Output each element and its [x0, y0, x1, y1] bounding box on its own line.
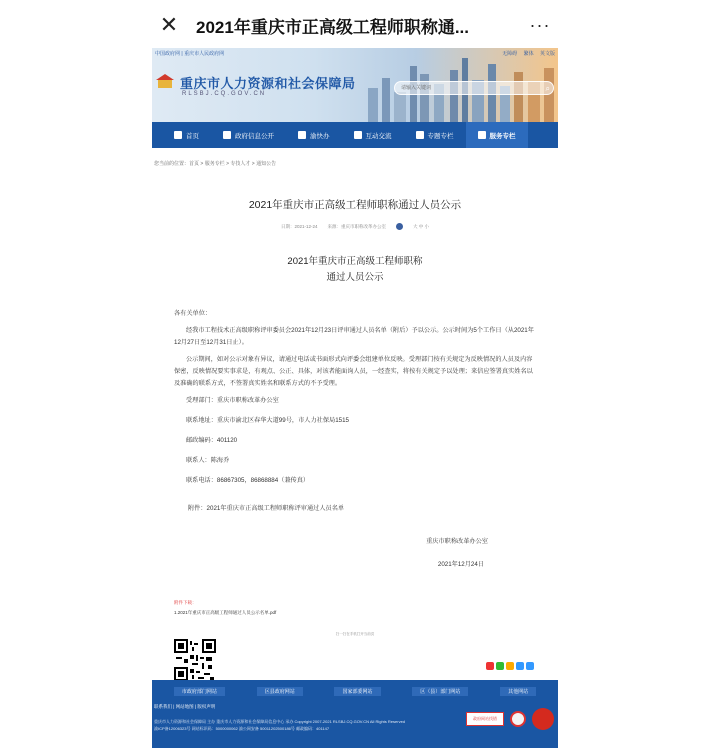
salutation: 各有关单位：: [174, 310, 212, 317]
gov-links[interactable]: 中国政府网 | 重庆市人民政府网: [155, 51, 225, 57]
footer-badges: [466, 708, 554, 730]
downloads: [174, 600, 536, 616]
document-icon: [223, 131, 231, 139]
downloads-label: 附件下载：: [174, 600, 197, 605]
copyright: [152, 710, 452, 732]
police-badge-icon[interactable]: [510, 711, 526, 727]
nav-label: 渝快办: [310, 132, 330, 140]
article-title: 2021年重庆市正高级工程师职称通过人员公示: [248, 199, 462, 211]
contact-address: 联系地址：重庆市渝北区春华大道99号，市人力社保局1515: [186, 417, 349, 424]
article-date: 日期：2021-12-24: [280, 223, 318, 229]
layers-icon: [416, 131, 424, 139]
site-header: [152, 48, 558, 122]
search-placeholder: 请输入关键词: [401, 85, 432, 91]
nav-label: 专题专栏: [427, 132, 454, 140]
contact-person: 联系人：陈海乔: [186, 457, 230, 464]
service-icon: [298, 131, 306, 139]
download-link[interactable]: 1.2021年重庆市正高级工程师通过人员公示名单.pdf: [174, 610, 277, 615]
select-district-dept-sites[interactable]: 区（县）部门网站: [412, 687, 468, 696]
accessibility-link[interactable]: 无障碍: [502, 51, 518, 57]
site-footer: [152, 680, 558, 748]
related-sites: [152, 680, 558, 696]
nav-item-topics[interactable]: [404, 122, 466, 148]
qr-code-icon: [174, 639, 216, 681]
weibo-icon[interactable]: [486, 662, 494, 670]
font-size-switch[interactable]: 大 中 小: [413, 223, 430, 229]
nav-item-services[interactable]: [466, 122, 528, 148]
sign-date: 2021年12月24日: [437, 561, 484, 568]
qzone-icon[interactable]: [506, 662, 514, 670]
share-bar: [486, 662, 534, 670]
error-report-badge[interactable]: 政府网站找错: [466, 712, 504, 726]
contact-phone: 联系电话：86867305，86868884（兼传真）: [186, 477, 310, 484]
article-body: [174, 308, 536, 487]
print-icon[interactable]: [526, 662, 534, 670]
english-link[interactable]: 英文版: [539, 51, 555, 57]
site-name[interactable]: 重庆市人力资源和社会保障局: [180, 76, 356, 91]
select-ministry-sites[interactable]: 国家部委网站: [334, 687, 380, 696]
attachment-note: 附件：2021年重庆市正高级工程师职称评审通过人员名单: [188, 505, 345, 512]
wechat-icon[interactable]: [496, 662, 504, 670]
heading-line-2: 通过人员公示: [326, 272, 384, 283]
nav-item-home[interactable]: [162, 122, 211, 148]
paragraph-1: 经我市工程技术正高级职称评审委员会2021年12月23日评审通过人员名单（附后）予以公示。公示时间为5个工作日（从2021年12月27日至12月31日止）。: [174, 327, 534, 346]
nav-item-yukuaiban[interactable]: [286, 122, 342, 148]
site-domain: RLSBJ.CQ.GOV.CN: [182, 91, 267, 97]
main-nav: [152, 122, 558, 148]
chat-icon: [354, 131, 362, 139]
article: [152, 197, 558, 686]
article-source: 来源：重庆市职称改革办公室: [327, 223, 386, 229]
webpage: [152, 48, 558, 748]
breadcrumb[interactable]: 您当前的位置：首页 > 服务专栏 > 专技人才 > 通知公告: [154, 161, 277, 167]
paragraph-2: 公示期间，如对公示对象有异议，请通过电话或书面形式向评委会组建单位反映。受理部门按有关规定为反映情况的人员及内容保密，反映情况要实事求是，有观点、公正、具体，对该者能面询人员，一经查实，将按有关规定予以处理；来信应签署真实姓名以及准确的联系方式，不签署真实姓名和联系方式的不予受理。: [174, 356, 533, 387]
qr-caption: 扫一扫在手机打开当前页: [335, 632, 375, 636]
search-input[interactable]: [394, 81, 554, 95]
browser-titlebar: [152, 6, 558, 44]
select-other-sites[interactable]: 其他网站: [500, 687, 536, 696]
window-title: 2021年重庆市正高级工程师职称通...: [196, 17, 469, 37]
select-city-gov-sites[interactable]: 市政府部门网站: [174, 687, 225, 696]
nav-item-interaction[interactable]: [342, 122, 404, 148]
traditional-chinese-link[interactable]: 繁体: [523, 51, 534, 57]
heading-line-1: 2021年重庆市正高级工程师职称: [287, 256, 423, 267]
emblem-icon: [156, 74, 174, 88]
contact-zip: 邮政编码：401120: [186, 437, 238, 444]
home-icon: [174, 131, 182, 139]
close-icon[interactable]: ✕: [159, 12, 179, 37]
nav-label: 互动交流: [365, 132, 392, 140]
more-options-icon[interactable]: ···: [529, 14, 551, 35]
nav-item-gov-info[interactable]: [211, 122, 286, 148]
font-size-icon: [396, 223, 403, 230]
star-icon: [478, 131, 486, 139]
select-district-sites[interactable]: 区县政府网站: [257, 687, 303, 696]
nav-label: 首页: [186, 132, 199, 140]
nav-label: 政府信息公开: [235, 132, 274, 140]
email-icon[interactable]: [516, 662, 524, 670]
nav-label: 服务专栏: [489, 132, 516, 140]
article-meta: [174, 223, 536, 230]
signer: 重庆市职称改革办公室: [426, 538, 488, 545]
party-emblem-icon[interactable]: [532, 708, 554, 730]
footer-links[interactable]: 联系我们 | 网站地图 | 版权声明: [154, 704, 216, 709]
search-icon[interactable]: ⌕: [545, 84, 550, 93]
copyright-line-2: 渝ICP备12006323号 网站标识码：5000000062 渝公网安备 50011202500186号 邮政编码：401147: [154, 726, 330, 731]
copyright-line-1: 重庆市人力资源和社会保障局 主办 重庆市人力资源和社会保障局信息中心 承办 Copyright 2007-2021 RLSBJ.CQ.GOV.CN All Rights Reserved: [154, 719, 406, 724]
article-heading: [174, 254, 536, 286]
contact-dept: 受理部门：重庆市职称改革办公室: [186, 397, 279, 404]
